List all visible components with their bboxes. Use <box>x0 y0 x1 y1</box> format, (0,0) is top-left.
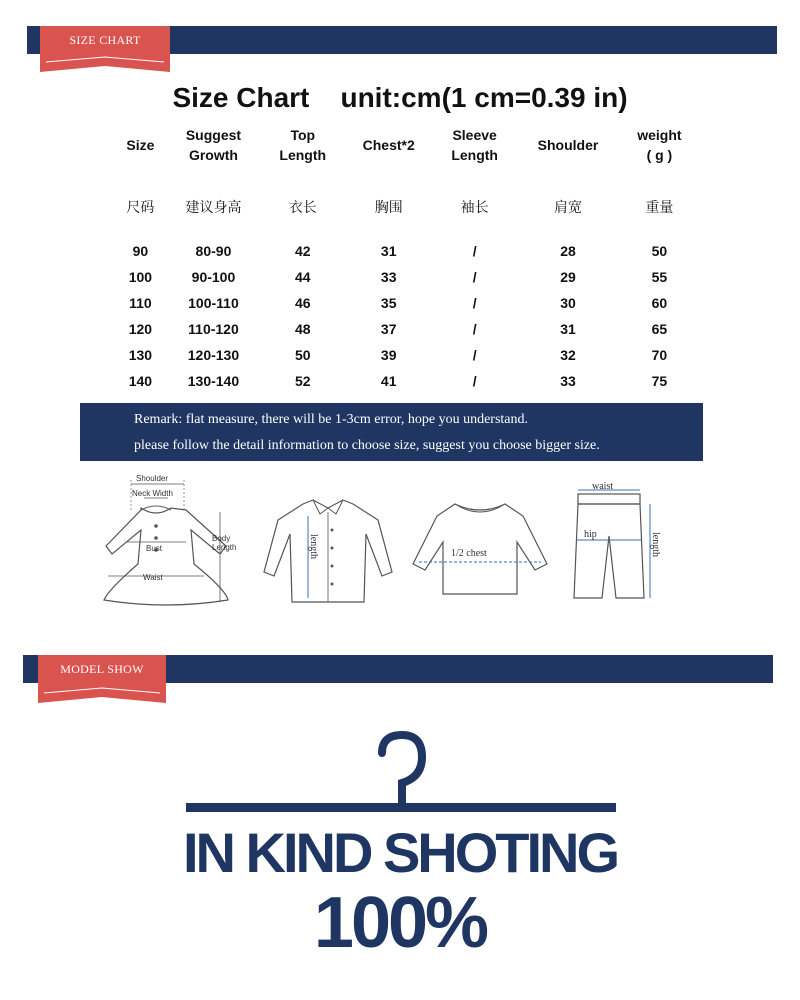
header-chest: Chest*2 <box>362 137 415 153</box>
table-cell: 130-140 <box>187 373 240 389</box>
pants-icon <box>566 478 676 608</box>
bust-label: Bust <box>146 544 163 553</box>
body-length-label-1: Body <box>212 534 231 543</box>
header-zh-cell: 袖长 <box>460 200 489 216</box>
table-cell: 50 <box>294 347 311 363</box>
table-header-zh-row <box>116 168 698 238</box>
table-cell: 140 <box>128 373 153 389</box>
promo-percent: 100% <box>313 883 487 963</box>
table-cell: 28 <box>560 243 576 259</box>
table-cell: 33 <box>380 269 397 285</box>
header-weight: weight ( g ) <box>637 127 682 163</box>
table-cell: 33 <box>560 373 576 389</box>
table-cell: 55 <box>651 269 668 285</box>
table-cell: 42 <box>294 243 311 259</box>
hanger-icon <box>180 725 620 820</box>
shirt-measure-diagram <box>258 490 398 610</box>
pants-measure-diagram <box>566 478 676 608</box>
model-show-ribbon <box>38 655 166 705</box>
table-cell: 75 <box>651 373 668 389</box>
hip-label: hip <box>584 529 597 540</box>
remark-box <box>80 403 703 461</box>
size-table <box>116 122 698 394</box>
header-zh-cell: 重量 <box>645 200 674 216</box>
table-row <box>116 290 698 316</box>
dress-measure-diagram <box>86 468 246 608</box>
waist-label-pants: waist <box>592 481 614 492</box>
table-row <box>116 368 698 394</box>
header-zh-cell: 尺码 <box>126 200 155 216</box>
table-row <box>116 264 698 290</box>
table-cell: / <box>472 269 477 285</box>
pants-length-label: length <box>650 532 661 557</box>
table-cell: 46 <box>294 295 311 311</box>
table-cell: 31 <box>380 243 397 259</box>
table-row <box>116 316 698 342</box>
table-cell: 30 <box>560 295 576 311</box>
table-cell: / <box>472 373 477 389</box>
table-header-row <box>116 122 698 168</box>
header-zh-cell: 胸围 <box>374 200 403 216</box>
table-cell: 37 <box>380 321 397 337</box>
header-top-length: Top Length <box>279 127 327 163</box>
shirt-icon <box>258 490 398 610</box>
table-cell: 60 <box>651 295 668 311</box>
table-cell: 39 <box>380 347 397 363</box>
table-cell: 110-120 <box>188 321 239 337</box>
table-cell: 130 <box>128 347 153 363</box>
header-zh-cell: 肩宽 <box>554 200 583 216</box>
table-cell: / <box>472 321 477 337</box>
body-length-label-2: Length <box>212 543 237 552</box>
half-chest-label: 1/2 chest <box>451 548 487 559</box>
waist-label: Waist <box>143 573 163 582</box>
table-cell: 50 <box>651 243 668 259</box>
table-cell: 100 <box>128 269 153 285</box>
header-shoulder: Shoulder <box>537 137 599 153</box>
table-cell: 35 <box>380 295 397 311</box>
table-cell: / <box>472 295 477 311</box>
page-title: Size Chart unit:cm(1 cm=0.39 in) <box>172 82 628 113</box>
table-cell: 48 <box>294 321 311 337</box>
header-sleeve-length: Sleeve Length <box>451 127 498 163</box>
header-size: Size <box>126 137 155 153</box>
table-cell: 52 <box>294 373 311 389</box>
hanger-graphic <box>180 725 620 825</box>
remark-line-2: please follow the detail information to choose size, suggest you choose bigger size. <box>134 438 600 453</box>
size-chart-label: SIZE CHART <box>69 33 141 47</box>
model-show-label: MODEL SHOW <box>60 662 144 676</box>
shoulder-label: Shoulder <box>136 474 169 483</box>
table-cell: / <box>472 243 477 259</box>
header-suggest-growth: Suggest Growth <box>185 127 242 163</box>
sweater-measure-diagram <box>405 494 555 604</box>
table-cell: 120 <box>128 321 153 337</box>
sweater-icon <box>405 494 555 604</box>
table-cell: 29 <box>560 269 576 285</box>
dress-icon <box>86 468 246 608</box>
remark-line-1: Remark: flat measure, there will be 1-3cm error, hope you understand. <box>134 412 529 427</box>
table-cell: 70 <box>651 347 668 363</box>
table-row <box>116 238 698 264</box>
table-cell: 100-110 <box>188 295 239 311</box>
table-row <box>116 342 698 368</box>
header-zh-cell: 建议身高 <box>185 200 242 216</box>
table-cell: 120-130 <box>187 347 240 363</box>
shirt-length-label: length <box>308 534 319 559</box>
table-cell: 31 <box>560 321 576 337</box>
table-cell: 90 <box>132 243 149 259</box>
table-cell: 90-100 <box>191 269 236 285</box>
neck-width-label: Neck Width <box>132 489 173 498</box>
header-zh-cell: 衣长 <box>288 200 317 216</box>
size-chart-ribbon <box>40 26 170 76</box>
table-cell: / <box>472 347 477 363</box>
table-cell: 80-90 <box>195 243 232 259</box>
table-cell: 32 <box>560 347 576 363</box>
promo-headline: IN KIND SHOTING <box>182 821 618 884</box>
table-cell: 65 <box>651 321 668 337</box>
table-cell: 110 <box>129 295 152 311</box>
table-cell: 41 <box>380 373 397 389</box>
table-cell: 44 <box>294 269 311 285</box>
